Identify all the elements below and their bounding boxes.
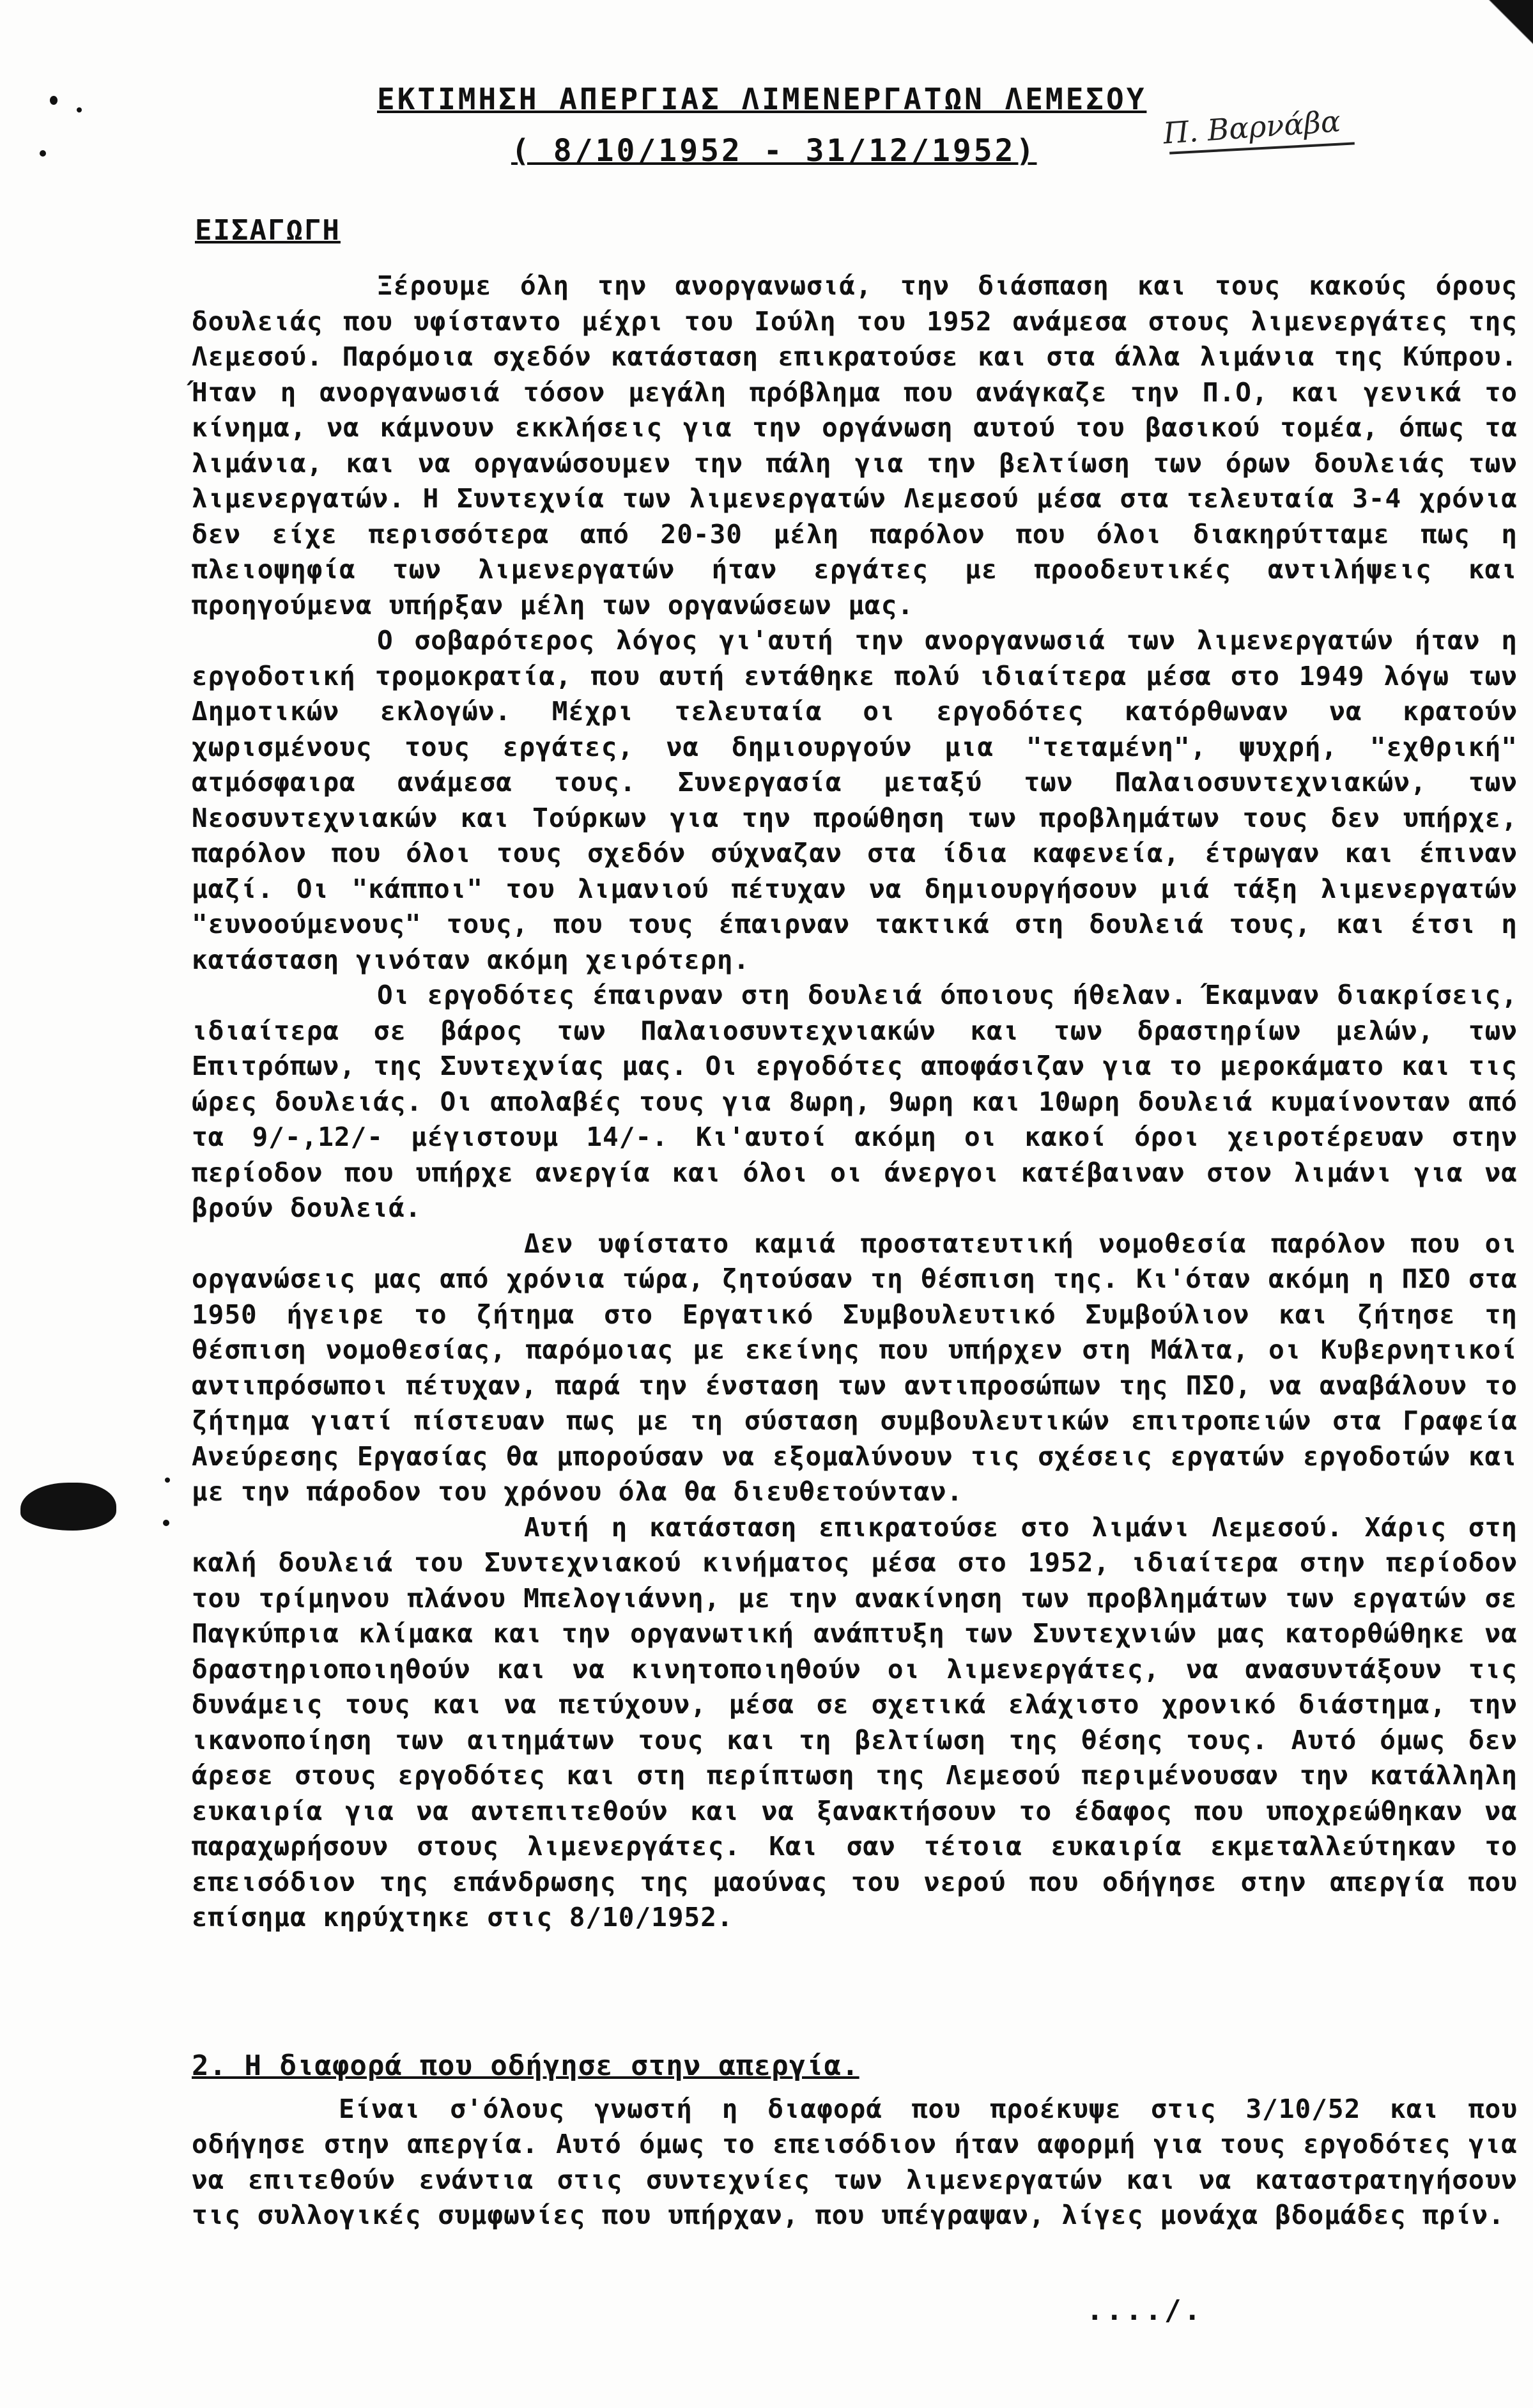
scan-corner-shadow	[1488, 0, 1533, 45]
document-title: ΕΚΤΙΜΗΣΗ ΑΠΕΡΓΙΑΣ ΛΙΜΕΝΕΡΓΑΤΩΝ ΛΕΜΕΣΟΥ	[377, 82, 1147, 116]
document-date-range: ( 8/10/1952 - 31/12/1952)	[511, 133, 1037, 169]
punch-hole-blot	[20, 1483, 116, 1531]
paragraph: Αυτή η κατάσταση επικρατούσε στο λιμάνι Λεμεσού. Χάρις στη καλή δουλειά του Συντεχνιακού κινήματος μέσα στο 1952, ιδιαίτερα στην περίοδον του τρίμηνου πλάνου Μπελογιάννη, με την ανακίνηση των προβλημάτων των εργατών σε Παγκύπρια κλίμακα και την οργανωτική ανάπτυξη των Συντεχνιών μας κατορθώθηκε να δραστηριοποιηθούν και να κινητοποιηθούν οι λιμενεργάτες, να ανασυντάξουν τις δυνάμεις τους και να πετύχουν, μέσα σε σχετικά ελάχιστο χρονικό διάστημα, την ικανοποίηση των αιτημάτων τους και τη βελτίωση της θέσης τους. Αυτό όμως δεν άρεσε στους εργοδότες και στη περίπτωση της Λεμεσού περιμένουσαν την κατάλληλη ευκαιρία για να αντεπιτεθούν και να ξανακτήσουν το έδαφος που υποχρεώθηκαν να παραχωρήσουν στους λιμενεργάτες. Και σαν τέτοια ευκαιρία εκμεταλλεύτηκαν το επεισόδιον της επάνδρωσης της μαούνας του νερού που οδήγησε στην απεργία που επίσημα κηρύχτηκε στις 8/10/1952.	[192, 1511, 1518, 1933]
margin-mark	[165, 1478, 170, 1483]
intro-body	[192, 268, 1518, 1936]
margin-mark	[163, 1520, 169, 1526]
paragraph: Ξέρουμε όλη την ανοργανωσιά, την διάσπαση και τους κακούς όρους δουλειάς που υφίσταντο μέχρι του Ιούλη του 1952 ανάμεσα στους λιμενεργάτες της Λεμεσού. Παρόμοια σχεδόν κατάσταση επικρατούσε και στα άλλα λιμάνια της Κύπρου. Ήταν η ανοργανωσιά τόσον μεγάλη πρόβλημα που ανάγκαζε την Π.Ο, και γενικά το κίνημα, να κάμνουν εκκλήσεις για την οργάνωση αυτού του βασικού τομέα, όπως τα λιμάνια, και να οργανώσουμεν την πάλη για την βελτίωση των όρων δουλειάς των λιμενεργατών. Η Συντεχνία των λιμενεργατών Λεμεσού μέσα στα τελευταία 3-4 χρόνια δεν είχε περισσότερα από 20-30 μέλη παρόλον που όλοι διακηρύτταμε πως η πλειοψηφία των λιμενεργατών ήταν εργάτες με προοδευτικές αντιλήψεις και προηγούμενα υπήρξαν μέλη των οργανώσεων μας.	[192, 270, 1518, 621]
margin-mark	[77, 107, 82, 112]
handwritten-note: Π. Βαρνάβα	[1162, 104, 1342, 151]
margin-mark	[40, 150, 46, 157]
paragraph: Δεν υφίστατο καμιά προστατευτική νομοθεσία παρόλον που οι οργανώσεις μας από χρόνια τώρα, ζητούσαν τη θέσπιση της. Κι'όταν ακόμη η ΠΣΟ στα 1950 ήγειρε το ζήτημα στο Εργατικό Συμβουλευτικό Συμβούλιον και ζήτησε τη θέσπιση νομοθεσίας, παρόμοιας με εκείνης που υπήρχεν στη Μάλτα, οι Κυβερνητικοί αντιπρόσωποι πέτυχαν, παρά την ένσταση των αντιπροσώπων της ΠΣΟ, να αναβάλουν το ζήτημα γιατί πίστευαν πως με τη σύσταση συμβουλευτικών επιτροπειών στα Γραφεία Ανεύρεσης Εργασίας θα μπορούσαν να εξομαλύνουν τις σχέσεις εργατών εργοδοτών και με την πάροδον του χρόνου όλα θα διευθετούνταν.	[192, 1228, 1518, 1507]
margin-mark	[50, 96, 58, 105]
section-2	[192, 2048, 1518, 2234]
section-2-heading: 2. Η διαφορά που οδήγησε στην απεργία.	[192, 2049, 859, 2082]
paragraph: Οι εργοδότες έπαιρναν στη δουλειά όποιους ήθελαν. Έκαμναν διακρίσεις, ιδιαίτερα σε βάρος των Παλαιοσυντεχνιακών και των δραστηρίων μελών, των Επιτρόπων, της Συντεχνίας μας. Οι εργοδότες αποφάσιζαν για το μεροκάματο και τις ώρες δουλειάς. Οι απολαβές τους για 8ωρη, 9ωρη και 10ωρη δουλειά κυμαίνονταν από τα 9/-,12/- μέγιστουμ 14/-. Κι'αυτοί ακόμη οι κακοί όροι χειροτέρευαν στην περίοδον που υπήρχε ανεργία και όλοι οι άνεργοι κατέβαιναν στον λιμάνι για να βρούν δουλειά.	[192, 980, 1518, 1223]
paragraph: Ο σοβαρότερος λόγος γι'αυτή την ανοργανωσιά των λιμενεργατών ήταν η εργοδοτική τρομοκρατία, που αυτή εντάθηκε πολύ ιδιαίτερα μέσα στο 1949 λόγω των Δημοτικών εκλογών. Μέχρι τελευταία οι εργοδότες κατόρθωναν να κρατούν χωρισμένους τους εργάτες, να δημιουργούν μια "τεταμένη", ψυχρή, "εχθρική" ατμόσφαιρα ανάμεσα τους. Συνεργασία μεταξύ των Παλαιοσυντεχνιακών, των Νεοσυντεχνιακών και Τούρκων για την προώθηση των προβλημάτων τους δεν υπήρχε, παρόλον που όλοι τους σχεδόν σύχναζαν στα ίδια καφενεία, έτρωγαν και έπιναν μαζί. Οι "κάπποι" του λιμανιού πέτυχαν να δημιουργήσουν μιά τάξη λιμενεργατών "ευνοούμενους" τους, που τους έπαιρναν τακτικά στη δουλειά τους, και έτσι η κατάσταση γινόταν ακόμη χειρότερη.	[192, 625, 1518, 975]
paragraph: Είναι σ'όλους γνωστή η διαφορά που προέκυψε στις 3/10/52 και που οδήγησε στην απεργία. Αυτό όμως το επεισόδιον ήταν αφορμή για τους εργοδότες για να επιτεθούν ενάντια στις συντεχνίες των λιμενεργατών και να καταστρατηγήσουν τις συλλογικές συμφωνίες που υπήρχαν, που υπέγραψαν, λίγες μονάχα βδομάδες πρίν.	[192, 2093, 1518, 2230]
continuation-mark: ..../.	[1086, 2294, 1203, 2327]
intro-heading: ΕΙΣΑΓΩΓΗ	[195, 214, 341, 247]
